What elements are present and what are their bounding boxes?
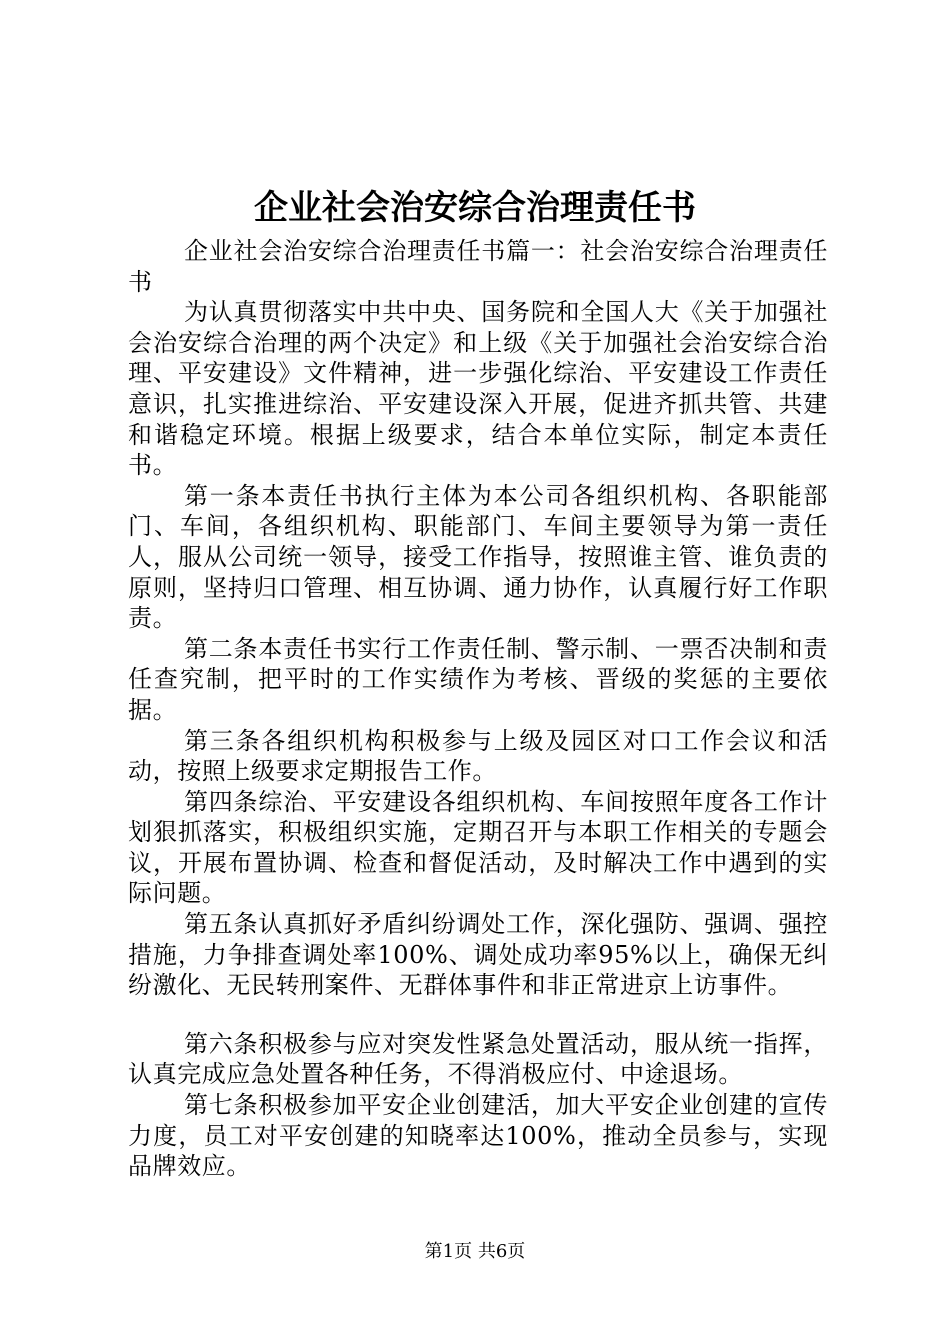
paragraph-article-7: 第七条积极参加平安企业创建活，加大平安企业创建的宣传力度，员工对平安创建的知晓率达100%，推动全员参与，实现品牌效应。 [128,1091,828,1181]
paragraph-article-2: 第二条本责任书实行工作责任制、警示制、一票否决制和责任查究制，把平时的工作实绩作为考核、晋级的奖惩的主要依据。 [128,634,828,724]
paragraph-intro: 企业社会治安综合治理责任书篇一：社会治安综合治理责任书 [128,237,828,296]
document-body [128,236,828,1182]
paragraph-article-3: 第三条各组织机构积极参与上级及园区对口工作会议和活动，按照上级要求定期报告工作。 [128,726,828,786]
page-number-footer: 第1页 共6页 [424,1241,526,1262]
document-title: 企业社会治安综合治理责任书 [254,188,696,228]
paragraph-article-5: 第五条认真抓好矛盾纠纷调处工作，深化强防、强调、强控措施，力争排查调处率100%、调处成功率95%以上，确保无纠纷激化、无民转刑案件、无群体事件和非正常进京上访事件。 [128,910,828,1000]
paragraph-article-6: 第六条积极参与应对突发性紧急处置活动，服从统一指挥，认真完成应急处置各种任务，不得消极应付、中途退场。 [128,1029,828,1089]
paragraph-article-4: 第四条综治、平安建设各组织机构、车间按照年度各工作计划狠抓落实，积极组织实施，定期召开与本职工作相关的专题会议，开展布置协调、检查和督促活动，及时解决工作中遇到的实际问题。 [128,787,828,908]
paragraph-preamble: 为认真贯彻落实中共中央、国务院和全国人大《关于加强社会治安综合治理的两个决定》和上级《关于加强社会治安综合治理、平安建设》文件精神，进一步强化综治、平安建设工作责任意识，扎实推进综治、平安建设深入开展，促进齐抓共管、共建和谐稳定环境。根据上级要求，结合本单位实际，制定本责任书。 [128,298,828,480]
paragraph-article-1: 第一条本责任书执行主体为本公司各组织机构、各职能部门、车间，各组织机构、职能部门、车间主要领导为第一责任人，服从公司统一领导，接受工作指导，按照谁主管、谁负责的原则，坚持归口管理、相互协调、通力协作，认真履行好工作职责。 [128,481,828,633]
